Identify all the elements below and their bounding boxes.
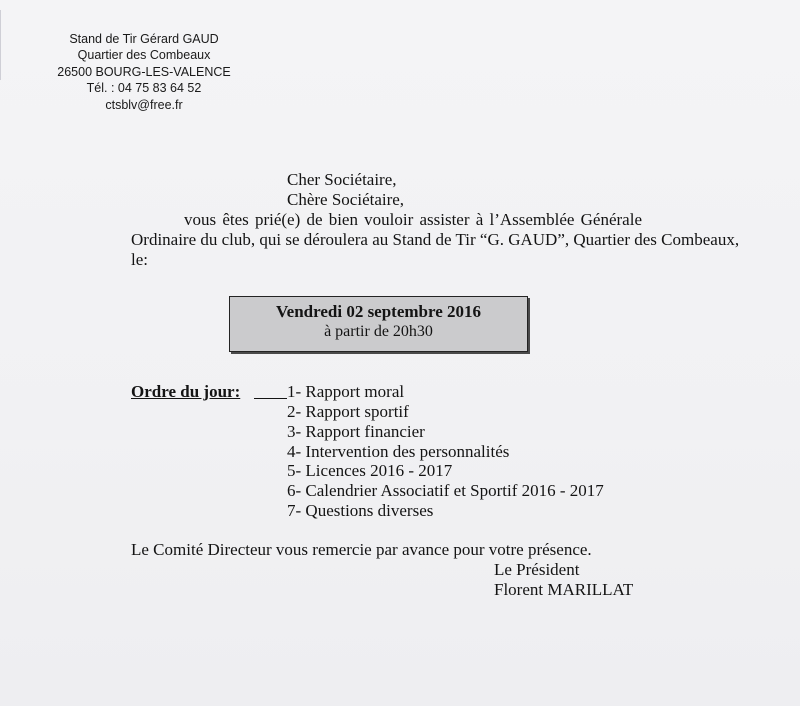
agenda-list (287, 382, 604, 521)
city-address: 26500 BOURG-LES-VALENCE (57, 64, 231, 79)
agenda-item: 1- Rapport moral (287, 382, 405, 401)
greeting-female: Chère Sociétaire, (287, 190, 405, 209)
agenda-heading: Ordre du jour: (131, 382, 241, 401)
agenda-item: 2- Rapport sportif (287, 401, 409, 421)
signature-name: Florent MARILLAT (494, 580, 634, 599)
event-time: à partir de 20h30 (324, 323, 433, 340)
body-line-1: vous êtes prié(e) de bien vouloir assister à l’Assemblée Générale (184, 210, 642, 229)
event-date-box (229, 296, 528, 352)
agenda-item: 5- Licences 2016 - 2017 (287, 461, 453, 481)
street-address: Quartier des Combeaux (77, 48, 211, 63)
signature-title: Le Président (494, 560, 580, 579)
sender-address-block (34, 31, 254, 113)
agenda-item: 4- Intervention des personnalités (287, 441, 510, 461)
email-address: ctsblv@free.fr (105, 97, 183, 112)
agenda-item: 6- Calendrier Associatif et Sportif 2016 - 2017 (287, 481, 604, 501)
closing-thanks: Le Comité Directeur vous remercie par avance pour votre présence. (131, 540, 592, 559)
scan-edge (0, 10, 11, 80)
agenda-item: 3- Rapport financier (287, 421, 425, 441)
agenda-leader-line (254, 398, 287, 399)
club-name: Stand de Tir Gérard GAUD (69, 32, 219, 46)
greeting-male: Cher Sociétaire, (287, 170, 397, 189)
phone-number: Tél. : 04 75 83 64 52 (86, 81, 202, 96)
agenda-item: 7- Questions diverses (287, 501, 434, 521)
event-date: Vendredi 02 septembre 2016 (275, 302, 482, 321)
body-line-2: Ordinaire du club, qui se déroulera au Stand de Tir “G. GAUD”, Quartier des Combeaux, (131, 230, 740, 249)
body-line-3: le: (131, 250, 148, 269)
